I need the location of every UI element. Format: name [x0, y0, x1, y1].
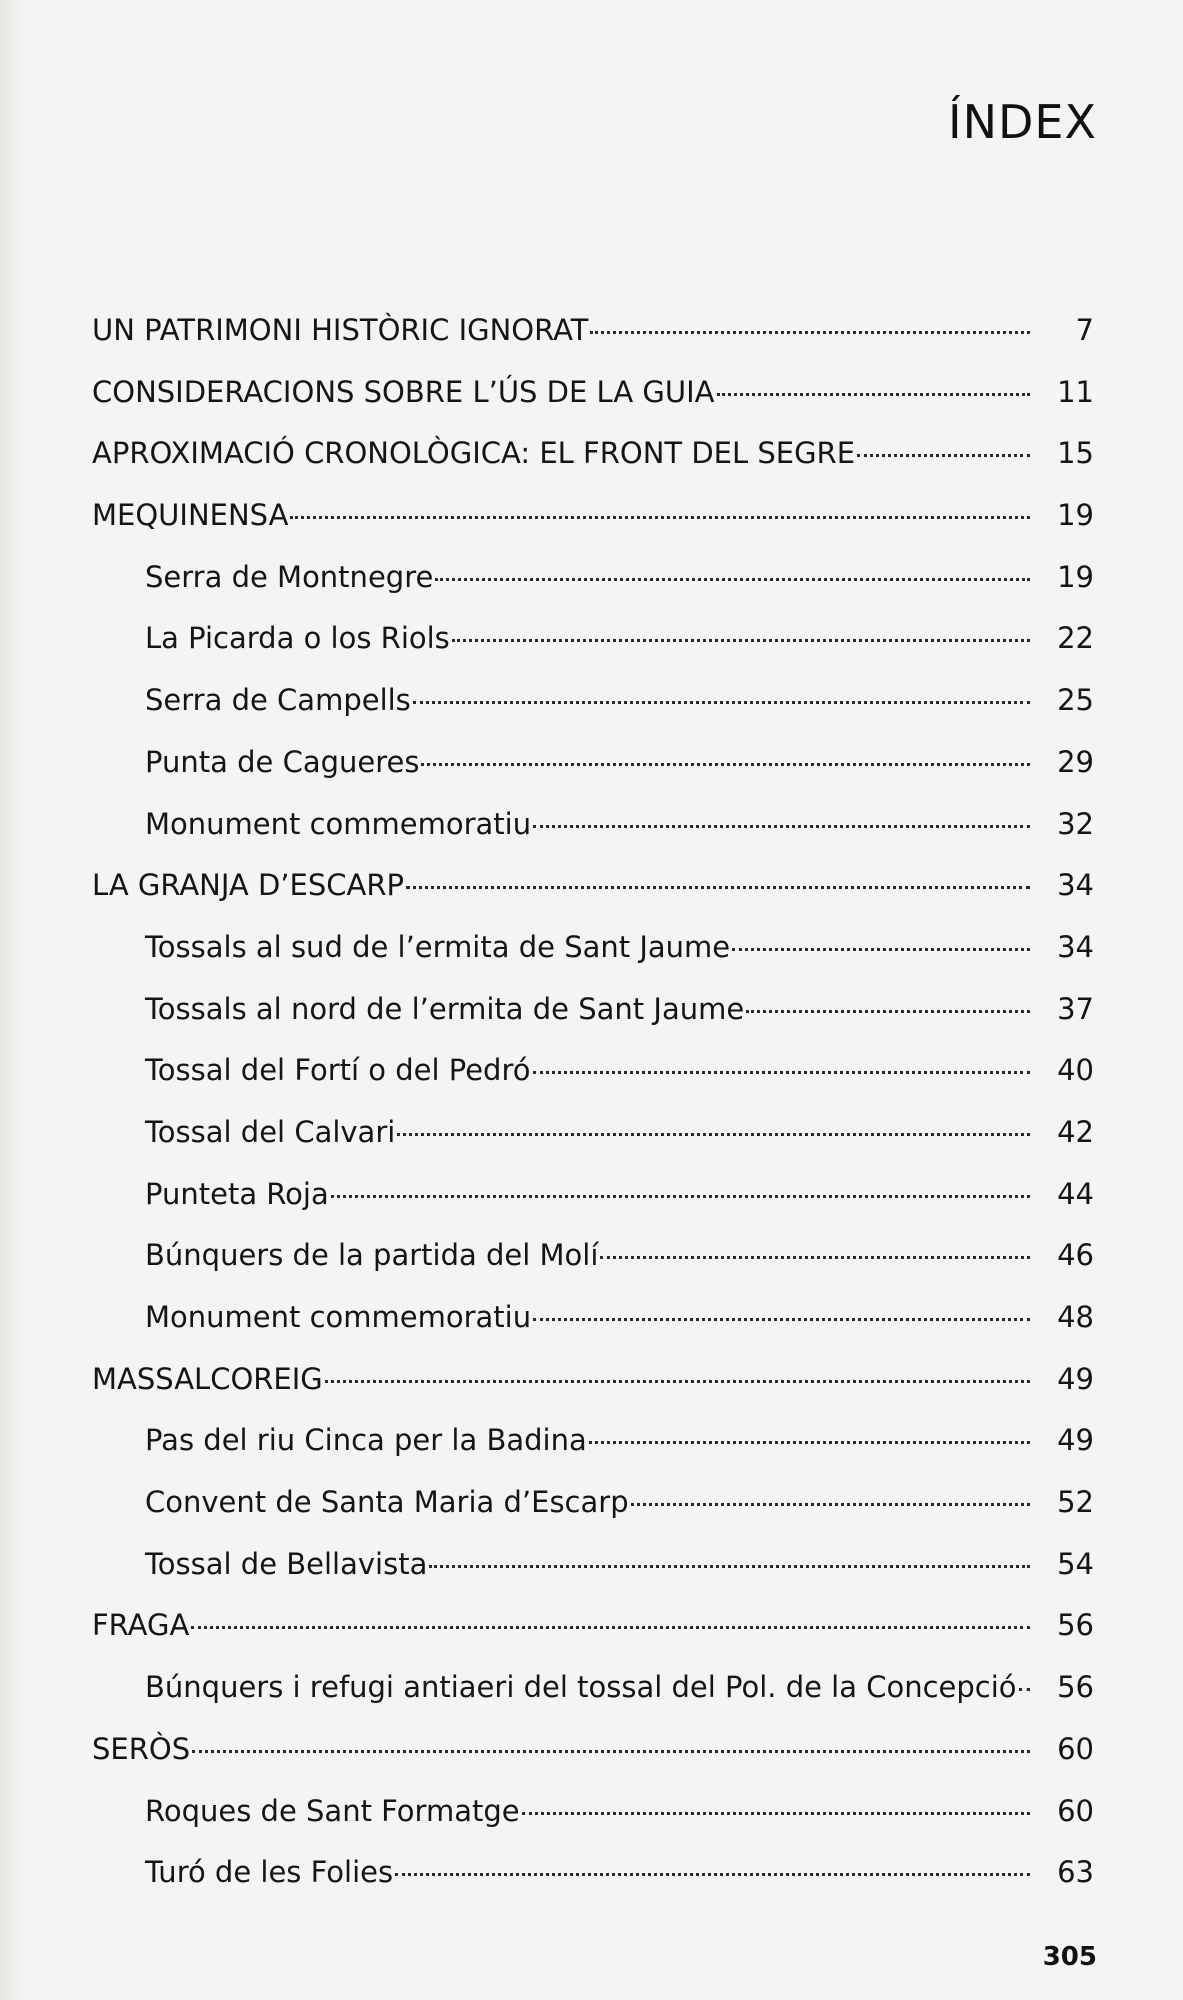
toc-entry-title: Roques de Sant Formatge — [145, 1793, 520, 1828]
toc-entry-page-number: 34 — [1057, 929, 1094, 964]
toc-section-entry — [92, 362, 1094, 424]
dot-leader — [590, 329, 1030, 334]
toc-entry-title: La Picarda o los Riols — [145, 621, 450, 656]
toc-entry-page-number: 54 — [1057, 1546, 1094, 1581]
toc-entry-page-number: 48 — [1057, 1300, 1094, 1334]
dot-leader — [421, 761, 1030, 766]
toc-entry-page-number: 46 — [1057, 1238, 1094, 1273]
page-binding-edge — [0, 0, 22, 2000]
toc-entry-page-number: 19 — [1057, 559, 1094, 594]
toc-subentry — [92, 1472, 1094, 1534]
toc-entry-page-number: 63 — [1057, 1855, 1094, 1890]
toc-subentry — [92, 1410, 1094, 1472]
toc-subentry — [92, 608, 1094, 670]
toc-entry-title: MASSALCOREIG — [92, 1361, 323, 1396]
toc-entry-page-number: 34 — [1057, 868, 1094, 903]
dot-leader — [435, 576, 1030, 581]
toc-subentry — [92, 1534, 1094, 1596]
toc-section-entry — [92, 300, 1094, 362]
dot-leader — [406, 884, 1030, 889]
page-title: ÍNDEX — [948, 94, 1097, 149]
toc-entry-page-number: 25 — [1057, 683, 1094, 718]
toc-entry-title: Tossal del Fortí o del Pedró — [145, 1053, 531, 1088]
toc-entry-title: Punta de Cagueres — [145, 744, 420, 779]
toc-entry-page-number: 7 — [1075, 313, 1094, 347]
toc-entry-page-number: 49 — [1057, 1423, 1094, 1458]
toc-subentry — [92, 979, 1094, 1041]
dot-leader — [732, 946, 1030, 951]
toc-subentry — [92, 732, 1094, 794]
table-of-contents — [92, 300, 1094, 1904]
toc-entry-title: LA GRANJA D’ESCARP — [92, 868, 404, 903]
toc-entry-page-number: 37 — [1057, 991, 1094, 1026]
dot-leader — [717, 391, 1030, 396]
toc-subentry — [92, 1164, 1094, 1226]
toc-entry-title: FRAGA — [92, 1608, 190, 1643]
toc-subentry — [92, 1102, 1094, 1164]
toc-subentry — [92, 1225, 1094, 1287]
toc-entry-page-number: 42 — [1057, 1114, 1094, 1149]
dot-leader — [533, 1069, 1031, 1074]
dot-leader — [522, 1810, 1030, 1815]
page-number: 305 — [1042, 1942, 1097, 1972]
dot-leader — [413, 699, 1030, 704]
toc-entry-title: Búnquers i refugi antiaeri del tossal del Pol. de la Concepció — [145, 1670, 1017, 1705]
toc-subentry — [92, 1287, 1094, 1349]
toc-entry-title: Tossals al sud de l’ermita de Sant Jaume — [145, 929, 731, 964]
dot-leader — [429, 1563, 1030, 1568]
toc-section-entry — [92, 1349, 1094, 1411]
toc-entry-title: Tossal de Bellavista — [145, 1546, 428, 1581]
toc-entry-page-number: 32 — [1057, 806, 1094, 841]
dot-leader — [452, 637, 1030, 642]
toc-entry-title: APROXIMACIÓ CRONOLÒGICA: EL FRONT DEL SEGRE — [92, 436, 856, 471]
toc-entry-title: Búnquers de la partida del Molí — [145, 1238, 599, 1273]
toc-entry-page-number: 60 — [1057, 1731, 1094, 1766]
toc-subentry — [92, 794, 1094, 856]
toc-entry-title: Monument commemoratiu — [145, 806, 532, 841]
dot-leader — [397, 1131, 1030, 1136]
toc-entry-page-number: 11 — [1057, 374, 1094, 409]
toc-entry-title: Punteta Roja — [145, 1176, 329, 1211]
toc-entry-page-number: 52 — [1057, 1485, 1094, 1520]
toc-entry-page-number: 40 — [1057, 1053, 1094, 1088]
toc-entry-title: Turó de les Folies — [145, 1855, 394, 1890]
dot-leader — [600, 1254, 1030, 1259]
dot-leader — [191, 1624, 1030, 1629]
toc-entry-page-number: 56 — [1057, 1670, 1094, 1705]
toc-entry-page-number: 29 — [1057, 744, 1094, 779]
toc-entry-page-number: 15 — [1057, 436, 1094, 471]
toc-section-entry — [92, 1595, 1094, 1657]
toc-entry-title: Serra de Campells — [145, 683, 411, 718]
toc-subentry — [92, 917, 1094, 979]
dot-leader — [533, 823, 1030, 828]
toc-section-entry — [92, 1719, 1094, 1781]
toc-subentry — [92, 670, 1094, 732]
toc-entry-title: Convent de Santa Maria d’Escarp — [145, 1485, 629, 1520]
toc-entry-title: SERÒS — [92, 1731, 191, 1766]
toc-section-entry — [92, 485, 1094, 547]
toc-subentry — [92, 1657, 1094, 1719]
dot-leader — [325, 1378, 1030, 1383]
toc-section-entry — [92, 855, 1094, 917]
toc-entry-page-number: 49 — [1057, 1361, 1094, 1396]
toc-entry-title: Tossals al nord de l’ermita de Sant Jaume — [145, 991, 745, 1026]
toc-subentry — [92, 1842, 1094, 1904]
toc-entry-title: Monument commemoratiu — [145, 1300, 532, 1334]
dot-leader — [1019, 1686, 1030, 1691]
toc-entry-page-number: 60 — [1057, 1793, 1094, 1828]
dot-leader — [631, 1501, 1030, 1506]
toc-entry-title: Pas del riu Cinca per la Badina — [145, 1423, 587, 1458]
toc-subentry — [92, 1040, 1094, 1102]
toc-entry-title: MEQUINENSA — [92, 498, 289, 533]
dot-leader — [395, 1871, 1030, 1876]
toc-entry-page-number: 44 — [1057, 1176, 1094, 1211]
dot-leader — [746, 1008, 1030, 1013]
toc-subentry — [92, 1781, 1094, 1843]
dot-leader — [857, 452, 1030, 457]
toc-entry-page-number: 56 — [1057, 1608, 1094, 1643]
toc-entry-title: UN PATRIMONI HISTÒRIC IGNORAT — [92, 313, 589, 347]
toc-subentry — [92, 547, 1094, 609]
dot-leader — [290, 514, 1030, 519]
dot-leader — [192, 1748, 1030, 1753]
toc-section-entry — [92, 423, 1094, 485]
toc-entry-title: Serra de Montnegre — [145, 559, 434, 594]
dot-leader — [533, 1316, 1030, 1321]
toc-entry-page-number: 19 — [1057, 498, 1094, 533]
dot-leader — [331, 1193, 1030, 1198]
toc-entry-title: CONSIDERACIONS SOBRE L’ÚS DE LA GUIA — [92, 374, 715, 409]
toc-entry-title: Tossal del Calvari — [145, 1114, 396, 1149]
toc-entry-page-number: 22 — [1057, 621, 1094, 656]
dot-leader — [589, 1439, 1030, 1444]
